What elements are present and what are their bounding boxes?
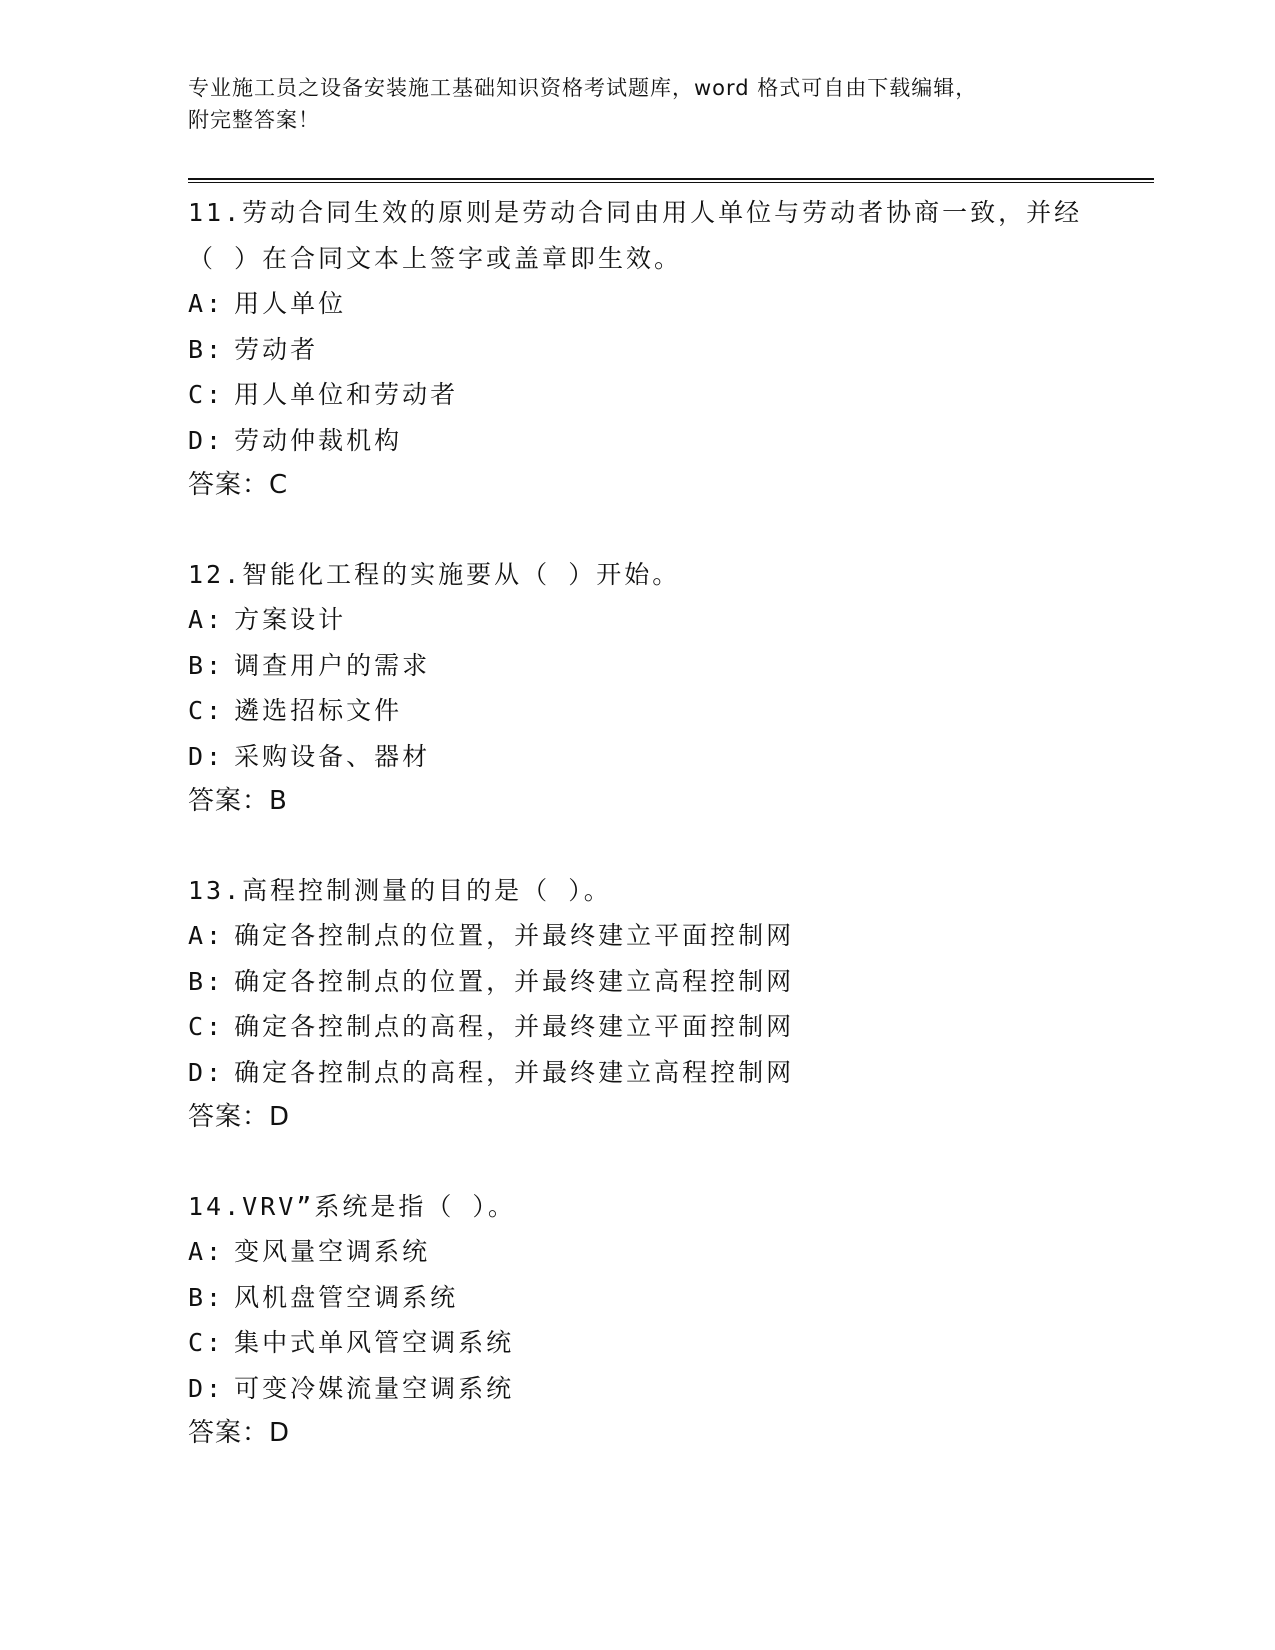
option-b [188,1275,1108,1321]
option-label: D: [188,1373,225,1403]
option-label: D: [188,1057,225,1087]
option-c [188,372,1108,418]
question-stem: 11.劳动合同生效的原则是劳动合同由用人单位与劳动者协商一致，并经（ ）在合同文本上签字或盖章即生效。 [188,198,1083,273]
option-label: A: [188,289,225,318]
option-label: C: [188,696,225,725]
option-text: 遴选招标文件 [234,696,403,725]
option-a [188,281,1108,327]
option-label: A: [188,1237,225,1266]
option-label: D: [188,741,225,771]
option-label: B: [188,966,225,996]
option-text: 变风量空调系统 [234,1237,431,1266]
option-a [188,913,1108,959]
option-text: 确定各控制点的高程，并最终建立高程控制网 [234,1057,795,1087]
option-c [188,1004,1108,1050]
question-list [188,190,1108,1500]
answer: 答案：D [188,1102,291,1132]
option-text: 集中式单风管空调系统 [234,1328,515,1357]
option-b [188,643,1108,689]
option-text: 用人单位 [234,289,347,318]
option-text: 劳动者 [234,334,319,364]
option-d [188,1366,1108,1412]
question-stem: 13.高程控制测量的目的是（ ）。 [188,875,612,905]
option-label: B: [188,650,225,680]
option-d [188,418,1108,464]
option-b [188,959,1108,1005]
option-label: B: [188,334,225,364]
option-label: A: [188,605,225,634]
option-label: D: [188,425,225,455]
option-b [188,327,1108,373]
answer: 答案：C [188,470,289,500]
option-c [188,688,1108,734]
option-text: 用人单位和劳动者 [234,380,459,409]
question-11 [188,190,1108,509]
question-14 [188,1184,1108,1457]
option-text: 确定各控制点的位置，并最终建立高程控制网 [234,966,795,996]
option-label: C: [188,1328,225,1357]
option-text: 可变冷媒流量空调系统 [234,1373,515,1403]
question-13 [188,868,1108,1141]
header-divider [188,178,1154,183]
option-a [188,1229,1108,1275]
option-d [188,1050,1108,1096]
answer: 答案：B [188,786,288,816]
option-label: A: [188,921,225,950]
option-text: 确定各控制点的高程，并最终建立平面控制网 [234,1012,795,1041]
option-text: 劳动仲裁机构 [234,425,403,455]
header-line-1: 专业施工员之设备安装施工基础知识资格考试题库，word 格式可自由下载编辑， [188,76,978,100]
option-label: C: [188,1012,225,1041]
document-header [188,72,1068,136]
option-text: 风机盘管空调系统 [234,1282,459,1312]
option-text: 调查用户的需求 [234,650,431,680]
answer: 答案：D [188,1418,291,1448]
question-12 [188,552,1108,825]
option-label: C: [188,380,225,409]
option-a [188,597,1108,643]
option-text: 采购设备、器材 [234,741,431,771]
option-c [188,1320,1108,1366]
option-label: B: [188,1282,225,1312]
question-stem: 14.VRV”系统是指（ ）。 [188,1191,516,1221]
option-d [188,734,1108,780]
question-stem: 12.智能化工程的实施要从（ ）开始。 [188,559,681,589]
option-text: 方案设计 [234,605,347,634]
header-line-2: 附完整答案！ [188,108,320,132]
option-text: 确定各控制点的位置，并最终建立平面控制网 [234,921,795,950]
